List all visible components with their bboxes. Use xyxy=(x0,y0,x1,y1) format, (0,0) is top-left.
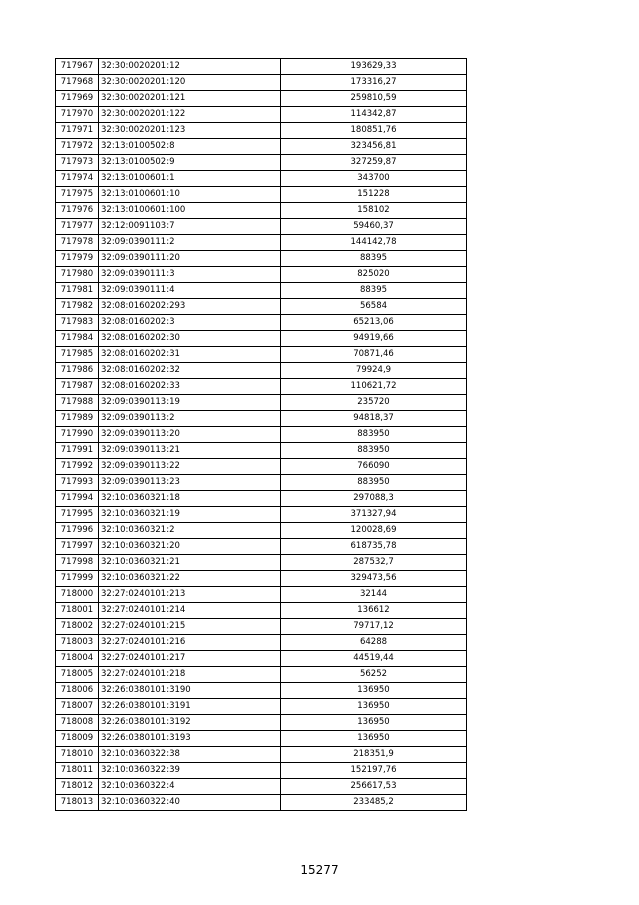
table-row xyxy=(56,523,467,539)
cadastral-number-cell: 32:13:0100601:100 xyxy=(99,203,281,219)
value-cell: 114342,87 xyxy=(281,107,467,123)
value-cell: 79924,9 xyxy=(281,363,467,379)
row-id-cell: 717992 xyxy=(56,459,99,475)
value-cell: 88395 xyxy=(281,251,467,267)
value-cell: 151228 xyxy=(281,187,467,203)
row-id-cell: 717991 xyxy=(56,443,99,459)
row-id-cell: 717967 xyxy=(56,59,99,75)
row-id-cell: 717988 xyxy=(56,395,99,411)
row-id-cell: 717976 xyxy=(56,203,99,219)
value-cell: 180851,76 xyxy=(281,123,467,139)
cadastral-number-cell: 32:10:0360321:20 xyxy=(99,539,281,555)
cadastral-number-cell: 32:09:0390111:20 xyxy=(99,251,281,267)
value-cell: 883950 xyxy=(281,475,467,491)
table-row xyxy=(56,651,467,667)
row-id-cell: 717968 xyxy=(56,75,99,91)
table-body xyxy=(56,59,467,811)
row-id-cell: 717978 xyxy=(56,235,99,251)
value-cell: 79717,12 xyxy=(281,619,467,635)
cadastral-number-cell: 32:09:0390113:23 xyxy=(99,475,281,491)
table-row xyxy=(56,363,467,379)
table-row xyxy=(56,571,467,587)
cadastral-number-cell: 32:10:0360321:19 xyxy=(99,507,281,523)
value-cell: 323456,81 xyxy=(281,139,467,155)
table-row xyxy=(56,683,467,699)
value-cell: 152197,76 xyxy=(281,763,467,779)
cadastral-number-cell: 32:26:0380101:3192 xyxy=(99,715,281,731)
table-row xyxy=(56,59,467,75)
cadastral-number-cell: 32:09:0390111:2 xyxy=(99,235,281,251)
row-id-cell: 717972 xyxy=(56,139,99,155)
value-cell: 56252 xyxy=(281,667,467,683)
value-cell: 64288 xyxy=(281,635,467,651)
table-row xyxy=(56,539,467,555)
cadastral-number-cell: 32:09:0390111:3 xyxy=(99,267,281,283)
row-id-cell: 717980 xyxy=(56,267,99,283)
value-cell: 173316,27 xyxy=(281,75,467,91)
row-id-cell: 717983 xyxy=(56,315,99,331)
row-id-cell: 718003 xyxy=(56,635,99,651)
table-row xyxy=(56,715,467,731)
value-cell: 94818,37 xyxy=(281,411,467,427)
table-row xyxy=(56,299,467,315)
row-id-cell: 717989 xyxy=(56,411,99,427)
row-id-cell: 717996 xyxy=(56,523,99,539)
table-row xyxy=(56,667,467,683)
row-id-cell: 718009 xyxy=(56,731,99,747)
cadastral-number-cell: 32:27:0240101:217 xyxy=(99,651,281,667)
row-id-cell: 717993 xyxy=(56,475,99,491)
table-row xyxy=(56,219,467,235)
table-row xyxy=(56,763,467,779)
value-cell: 297088,3 xyxy=(281,491,467,507)
value-cell: 327259,87 xyxy=(281,155,467,171)
value-cell: 371327,94 xyxy=(281,507,467,523)
table-row xyxy=(56,91,467,107)
row-id-cell: 718000 xyxy=(56,587,99,603)
cadastral-number-cell: 32:26:0380101:3190 xyxy=(99,683,281,699)
cadastral-number-cell: 32:09:0390113:22 xyxy=(99,459,281,475)
row-id-cell: 717985 xyxy=(56,347,99,363)
row-id-cell: 717997 xyxy=(56,539,99,555)
cadastral-number-cell: 32:26:0380101:3193 xyxy=(99,731,281,747)
value-cell: 136950 xyxy=(281,683,467,699)
table-row xyxy=(56,475,467,491)
cadastral-number-cell: 32:30:0020201:121 xyxy=(99,91,281,107)
value-cell: 343700 xyxy=(281,171,467,187)
table-row xyxy=(56,619,467,635)
cadastral-number-cell: 32:09:0390113:19 xyxy=(99,395,281,411)
cadastral-number-cell: 32:10:0360322:38 xyxy=(99,747,281,763)
table-row xyxy=(56,635,467,651)
row-id-cell: 718007 xyxy=(56,699,99,715)
value-cell: 59460,37 xyxy=(281,219,467,235)
value-cell: 120028,69 xyxy=(281,523,467,539)
value-cell: 136950 xyxy=(281,715,467,731)
value-cell: 56584 xyxy=(281,299,467,315)
cadastral-number-cell: 32:30:0020201:12 xyxy=(99,59,281,75)
table-row xyxy=(56,395,467,411)
cadastral-number-cell: 32:10:0360321:21 xyxy=(99,555,281,571)
table-row xyxy=(56,731,467,747)
value-cell: 65213,06 xyxy=(281,315,467,331)
cadastral-number-cell: 32:10:0360322:40 xyxy=(99,795,281,811)
value-cell: 766090 xyxy=(281,459,467,475)
table-row xyxy=(56,187,467,203)
cadastral-number-cell: 32:08:0160202:293 xyxy=(99,299,281,315)
table-row xyxy=(56,267,467,283)
value-cell: 329473,56 xyxy=(281,571,467,587)
cadastral-number-cell: 32:13:0100601:1 xyxy=(99,171,281,187)
table-row xyxy=(56,331,467,347)
row-id-cell: 717986 xyxy=(56,363,99,379)
value-cell: 70871,46 xyxy=(281,347,467,363)
table-row xyxy=(56,603,467,619)
cadastral-number-cell: 32:09:0390113:2 xyxy=(99,411,281,427)
table-row xyxy=(56,139,467,155)
value-cell: 158102 xyxy=(281,203,467,219)
table-row xyxy=(56,171,467,187)
table-row xyxy=(56,507,467,523)
table-row xyxy=(56,347,467,363)
table-row xyxy=(56,75,467,91)
cadastral-number-cell: 32:27:0240101:214 xyxy=(99,603,281,619)
cadastral-number-cell: 32:09:0390111:4 xyxy=(99,283,281,299)
table-row xyxy=(56,587,467,603)
value-cell: 136612 xyxy=(281,603,467,619)
value-cell: 235720 xyxy=(281,395,467,411)
row-id-cell: 717977 xyxy=(56,219,99,235)
value-cell: 618735,78 xyxy=(281,539,467,555)
row-id-cell: 717970 xyxy=(56,107,99,123)
cadastral-number-cell: 32:13:0100502:9 xyxy=(99,155,281,171)
table-row xyxy=(56,427,467,443)
value-cell: 88395 xyxy=(281,283,467,299)
table-row xyxy=(56,795,467,811)
table-row xyxy=(56,699,467,715)
cadastral-number-cell: 32:12:0091103:7 xyxy=(99,219,281,235)
table-row xyxy=(56,443,467,459)
cadastral-number-cell: 32:08:0160202:30 xyxy=(99,331,281,347)
value-cell: 233485,2 xyxy=(281,795,467,811)
row-id-cell: 718008 xyxy=(56,715,99,731)
table-row xyxy=(56,491,467,507)
cadastral-number-cell: 32:10:0360321:2 xyxy=(99,523,281,539)
value-cell: 256617,53 xyxy=(281,779,467,795)
cadastral-number-cell: 32:10:0360321:18 xyxy=(99,491,281,507)
row-id-cell: 717999 xyxy=(56,571,99,587)
cadastral-number-cell: 32:27:0240101:215 xyxy=(99,619,281,635)
cadastral-number-cell: 32:08:0160202:3 xyxy=(99,315,281,331)
value-cell: 44519,44 xyxy=(281,651,467,667)
table-row xyxy=(56,779,467,795)
cadastral-number-cell: 32:08:0160202:32 xyxy=(99,363,281,379)
row-id-cell: 717975 xyxy=(56,187,99,203)
row-id-cell: 717984 xyxy=(56,331,99,347)
row-id-cell: 717990 xyxy=(56,427,99,443)
cadastral-number-cell: 32:10:0360322:39 xyxy=(99,763,281,779)
cadastral-number-cell: 32:30:0020201:123 xyxy=(99,123,281,139)
row-id-cell: 718004 xyxy=(56,651,99,667)
cadastral-number-cell: 32:09:0390113:21 xyxy=(99,443,281,459)
row-id-cell: 718005 xyxy=(56,667,99,683)
row-id-cell: 717974 xyxy=(56,171,99,187)
row-id-cell: 717981 xyxy=(56,283,99,299)
row-id-cell: 718010 xyxy=(56,747,99,763)
table-row xyxy=(56,155,467,171)
cadastral-number-cell: 32:27:0240101:216 xyxy=(99,635,281,651)
table-row xyxy=(56,459,467,475)
value-cell: 136950 xyxy=(281,731,467,747)
cadastral-number-cell: 32:13:0100502:8 xyxy=(99,139,281,155)
cadastral-number-cell: 32:27:0240101:213 xyxy=(99,587,281,603)
cadastral-number-cell: 32:10:0360321:22 xyxy=(99,571,281,587)
cadastral-number-cell: 32:13:0100601:10 xyxy=(99,187,281,203)
row-id-cell: 718013 xyxy=(56,795,99,811)
row-id-cell: 717994 xyxy=(56,491,99,507)
table-row xyxy=(56,123,467,139)
table-row xyxy=(56,315,467,331)
cadastral-number-cell: 32:08:0160202:33 xyxy=(99,379,281,395)
row-id-cell: 717987 xyxy=(56,379,99,395)
value-cell: 287532,7 xyxy=(281,555,467,571)
cadastral-value-table xyxy=(55,58,467,811)
value-cell: 883950 xyxy=(281,443,467,459)
table-row xyxy=(56,411,467,427)
row-id-cell: 717998 xyxy=(56,555,99,571)
cadastral-number-cell: 32:10:0360322:4 xyxy=(99,779,281,795)
table-row xyxy=(56,747,467,763)
value-cell: 193629,33 xyxy=(281,59,467,75)
row-id-cell: 717982 xyxy=(56,299,99,315)
table-row xyxy=(56,251,467,267)
value-cell: 883950 xyxy=(281,427,467,443)
row-id-cell: 718006 xyxy=(56,683,99,699)
value-cell: 825020 xyxy=(281,267,467,283)
table-row xyxy=(56,283,467,299)
row-id-cell: 717995 xyxy=(56,507,99,523)
cadastral-number-cell: 32:26:0380101:3191 xyxy=(99,699,281,715)
value-cell: 32144 xyxy=(281,587,467,603)
value-cell: 94919,66 xyxy=(281,331,467,347)
value-cell: 110621,72 xyxy=(281,379,467,395)
row-id-cell: 717971 xyxy=(56,123,99,139)
value-cell: 136950 xyxy=(281,699,467,715)
row-id-cell: 718011 xyxy=(56,763,99,779)
page-number: 15277 xyxy=(300,863,339,877)
row-id-cell: 718002 xyxy=(56,619,99,635)
cadastral-number-cell: 32:27:0240101:218 xyxy=(99,667,281,683)
value-cell: 144142,78 xyxy=(281,235,467,251)
row-id-cell: 717969 xyxy=(56,91,99,107)
row-id-cell: 718001 xyxy=(56,603,99,619)
value-cell: 218351,9 xyxy=(281,747,467,763)
row-id-cell: 717973 xyxy=(56,155,99,171)
cadastral-number-cell: 32:30:0020201:122 xyxy=(99,107,281,123)
table-row xyxy=(56,379,467,395)
table-row xyxy=(56,555,467,571)
value-cell: 259810,59 xyxy=(281,91,467,107)
row-id-cell: 717979 xyxy=(56,251,99,267)
row-id-cell: 718012 xyxy=(56,779,99,795)
table-row xyxy=(56,235,467,251)
cadastral-number-cell: 32:30:0020201:120 xyxy=(99,75,281,91)
table-row xyxy=(56,107,467,123)
table-row xyxy=(56,203,467,219)
cadastral-number-cell: 32:09:0390113:20 xyxy=(99,427,281,443)
cadastral-number-cell: 32:08:0160202:31 xyxy=(99,347,281,363)
